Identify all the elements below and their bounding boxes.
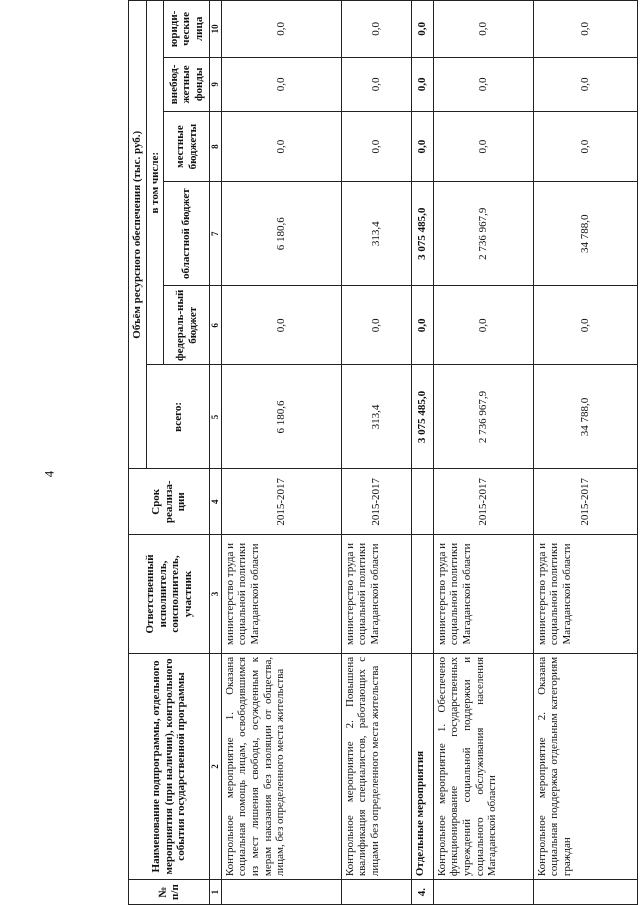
- row-extra: 0,0: [533, 57, 637, 111]
- col-number: 5: [210, 365, 221, 469]
- table-row: [221, 1, 341, 905]
- row-extra: 0,0: [411, 57, 433, 111]
- row-number: [341, 880, 411, 905]
- table-row: [433, 1, 533, 905]
- row-name: Контрольное мероприятие 2. Оказана социальная поддержка отдельным категориям граждан: [533, 653, 637, 879]
- row-number: [433, 880, 533, 905]
- row-number: [533, 880, 637, 905]
- col-number: 3: [210, 535, 221, 654]
- header-extra: внебюд-жетные фонды: [164, 57, 210, 111]
- row-regional: 3 075 485,0: [411, 182, 433, 286]
- row-regional: 313,4: [341, 182, 411, 286]
- row-executor: министерство труда и социальной политики Магаданской области: [433, 535, 533, 654]
- row-executor: [411, 535, 433, 654]
- header-federal: федераль-ный бюджет: [164, 286, 210, 365]
- row-legal: 0,0: [411, 1, 433, 58]
- row-period: 2015-2017: [341, 469, 411, 535]
- row-legal: 0,0: [433, 1, 533, 58]
- resource-table: [128, 0, 638, 905]
- col-number: 8: [210, 112, 221, 182]
- col-number: 7: [210, 182, 221, 286]
- row-local: 0,0: [533, 112, 637, 182]
- column-number-row: [210, 1, 221, 905]
- row-legal: 0,0: [221, 1, 341, 58]
- row-total: 3 075 485,0: [411, 365, 433, 469]
- col-number: 1: [210, 880, 221, 905]
- row-number: [221, 880, 341, 905]
- row-extra: 0,0: [221, 57, 341, 111]
- row-federal: 0,0: [433, 286, 533, 365]
- row-legal: 0,0: [341, 1, 411, 58]
- row-period: [411, 469, 433, 535]
- row-federal: 0,0: [221, 286, 341, 365]
- header-total: всего:: [146, 365, 210, 469]
- row-extra: 0,0: [341, 57, 411, 111]
- row-federal: 0,0: [533, 286, 637, 365]
- row-name: Контрольное мероприятие 1. Обеспечено функционирование государственных учреждений социальной поддержки и социального обслуживания населения Магаданской области: [433, 653, 533, 879]
- row-period: 2015-2017: [433, 469, 533, 535]
- table-row: [341, 1, 411, 905]
- row-local: 0,0: [411, 112, 433, 182]
- col-number: 6: [210, 286, 221, 365]
- row-period: 2015-2017: [533, 469, 637, 535]
- row-legal: 0,0: [533, 1, 637, 58]
- row-regional: 34 788,0: [533, 182, 637, 286]
- row-executor: министерство труда и социальной политики Магаданской области: [341, 535, 411, 654]
- row-executor: министерство труда и социальной политики Магаданской области: [533, 535, 637, 654]
- row-extra: 0,0: [433, 57, 533, 111]
- header-name: Наименование подпрограммы, отдельного мероприятия (при наличии), контрольного события государственной программы: [129, 653, 210, 879]
- row-name: Контрольное мероприятие 1. Оказана социальная помощь лицам, освободившимся из мест лишения свободы, осужденным к мерам наказания без изоляции от общества, лицам, без определенного места жительства: [221, 653, 341, 879]
- row-local: 0,0: [433, 112, 533, 182]
- row-total: 2 736 967,9: [433, 365, 533, 469]
- row-regional: 6 180,6: [221, 182, 341, 286]
- row-executor: министерство труда и социальной политики Магаданской области: [221, 535, 341, 654]
- header-volume: Объём ресурсного обеспечения (тыс. руб.): [129, 1, 147, 469]
- header-local: местные бюджеты: [164, 112, 210, 182]
- header-no: № п/п: [129, 880, 210, 905]
- row-name: Отдельные мероприятия: [411, 653, 433, 879]
- row-regional: 2 736 967,9: [433, 182, 533, 286]
- header-legal: юриди-ческие лица: [164, 1, 210, 58]
- table-row: [533, 1, 637, 905]
- col-number: 2: [210, 653, 221, 879]
- row-federal: 0,0: [341, 286, 411, 365]
- col-number: 10: [210, 1, 221, 58]
- header-including: в том числе:: [146, 1, 164, 365]
- row-total: 34 788,0: [533, 365, 637, 469]
- row-federal: 0,0: [411, 286, 433, 365]
- rotated-page: [128, 0, 638, 905]
- row-number: 4.: [411, 880, 433, 905]
- header-period: Срок реализа-ции: [129, 469, 210, 535]
- row-total: 313,4: [341, 365, 411, 469]
- row-total: 6 180,6: [221, 365, 341, 469]
- row-period: 2015-2017: [221, 469, 341, 535]
- row-local: 0,0: [221, 112, 341, 182]
- row-local: 0,0: [341, 112, 411, 182]
- header-executor: Ответственный исполнитель, соисполнитель, участник: [129, 535, 210, 654]
- page-number: 4: [41, 470, 57, 478]
- col-number: 9: [210, 57, 221, 111]
- section-row: [411, 1, 433, 905]
- row-name: Контрольное мероприятие 2. Повышена квалификация специалистов, работающих с лицами без определенного места жительства: [341, 653, 411, 879]
- col-number: 4: [210, 469, 221, 535]
- header-regional: областной бюджет: [164, 182, 210, 286]
